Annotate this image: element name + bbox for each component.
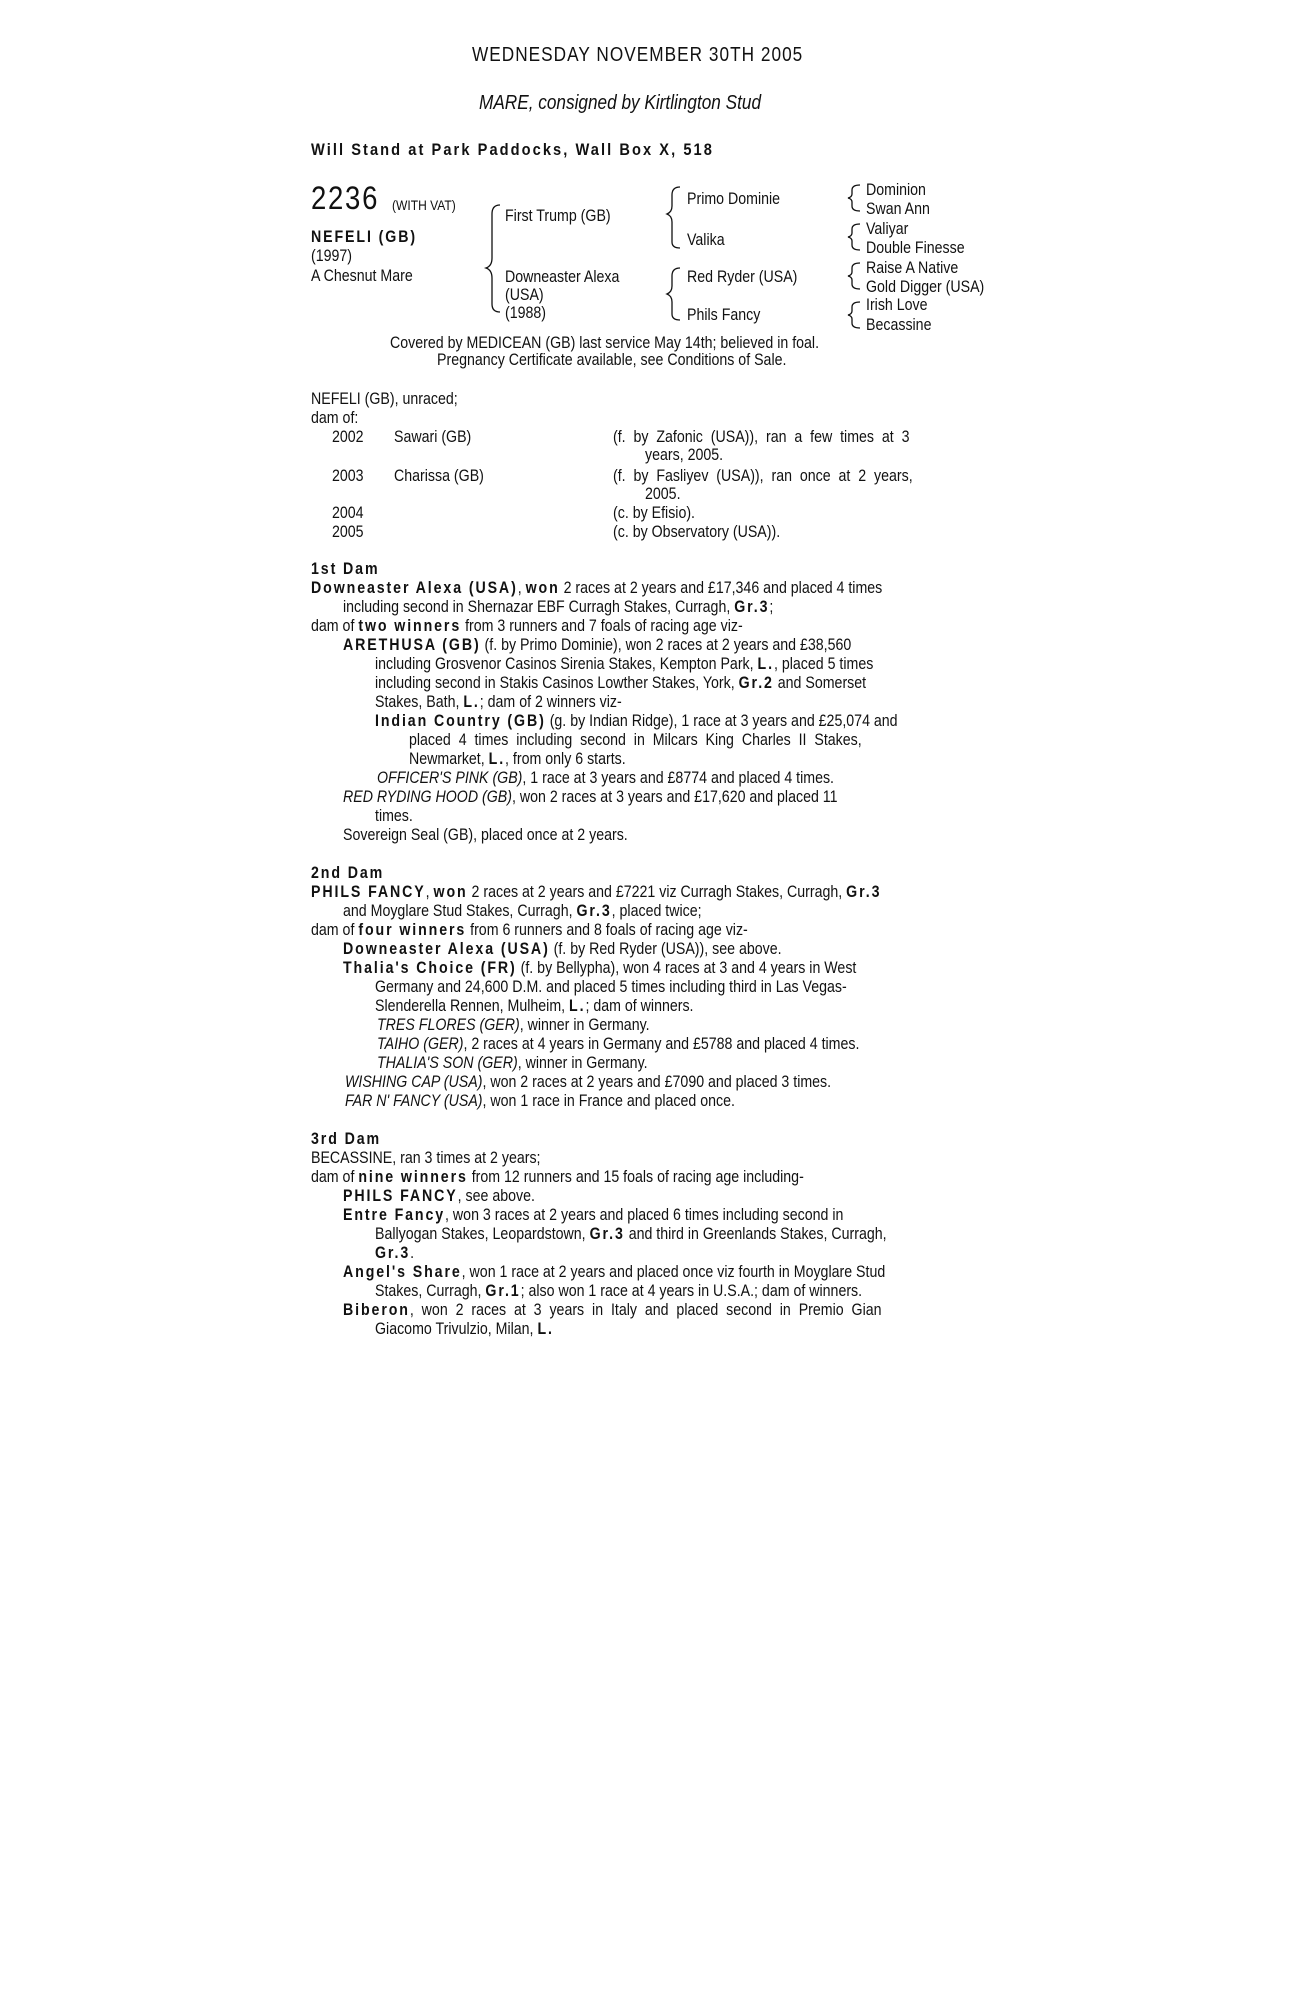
consignor-subtitle: MARE, consigned by Kirtlington Stud xyxy=(479,92,762,114)
thalias-choice-line1: Thalia's Choice (FR) (f. by Bellypha), won 4 races at 3 and 4 years in West xyxy=(343,959,857,977)
biberon-line2: Giacomo Trivulzio, Milan, L. xyxy=(375,1320,554,1338)
pedigree-dam-line2: (USA) xyxy=(505,286,544,304)
first-dam-line3: dam of two winners from 3 runners and 7 foals of racing age viz- xyxy=(311,617,743,635)
indian-country-line3: Newmarket, L., from only 6 starts. xyxy=(409,750,626,768)
indian-country-line1: Indian Country (GB) (g. by Indian Ridge), 1 race at 3 years and £25,074 and xyxy=(375,712,898,730)
pedigree-sdd: Double Finesse xyxy=(866,239,965,257)
third-dam-heading: 3rd Dam xyxy=(311,1130,382,1148)
vat-note: (WITH VAT) xyxy=(392,197,456,213)
bracket-main xyxy=(486,205,500,312)
produce-intro: NEFELI (GB), unraced; xyxy=(311,390,458,408)
pedigree-sire-dam: Valika xyxy=(687,231,725,249)
produce-note-cont: 2005. xyxy=(645,485,681,503)
officers-pink: OFFICER'S PINK (GB), 1 race at 3 years and £8774 and placed 4 times. xyxy=(377,769,835,787)
wishing-cap: WISHING CAP (USA), won 2 races at 2 years and £7090 and placed 3 times. xyxy=(345,1073,832,1091)
thalias-son: THALIA'S SON (GER), winner in Germany. xyxy=(377,1054,648,1072)
produce-note: (c. by Efisio). xyxy=(613,504,696,522)
horse-year: (1997) xyxy=(311,247,353,265)
horse-description: A Chesnut Mare xyxy=(311,267,413,285)
biberon-line1: Biberon, won 2 races at 3 years in Italy and placed second in Premio Gian xyxy=(343,1301,882,1319)
covered-line2: Pregnancy Certificate available, see Conditions of Sale. xyxy=(437,351,787,369)
pedigree-dam-line1: Downeaster Alexa xyxy=(505,268,620,286)
thalias-choice-line2: Germany and 24,600 D.M. and placed 5 times including third in Las Vegas- xyxy=(375,978,847,996)
arethusa-line1: ARETHUSA (GB) (f. by Primo Dominie), won 2 races at 2 years and £38,560 xyxy=(343,636,852,654)
first-dam-line2: including second in Shernazar EBF Curragh Stakes, Curragh, Gr.3; xyxy=(343,598,774,616)
arethusa-line2: including Grosvenor Casinos Sirenia Stakes, Kempton Park, L., placed 5 times xyxy=(375,655,874,673)
second-dam-line3: dam of four winners from 6 runners and 8 foals of racing age viz- xyxy=(311,921,748,939)
first-dam-heading: 1st Dam xyxy=(311,560,380,578)
pedigree-dsd: Gold Digger (USA) xyxy=(866,278,985,296)
entre-fancy-line3: Gr.3. xyxy=(375,1244,415,1262)
bracket-ds xyxy=(848,263,860,289)
pedigree-dam-line3: (1988) xyxy=(505,304,547,322)
produce-name: Charissa (GB) xyxy=(394,467,484,485)
phils-fancy-ref: PHILS FANCY, see above. xyxy=(343,1187,535,1205)
pedigree-sire-sire: Primo Dominie xyxy=(687,190,781,208)
pedigree-sire: First Trump (GB) xyxy=(505,207,611,225)
third-dam-line1: BECASSINE, ran 3 times at 2 years; xyxy=(311,1149,541,1167)
third-dam-line2: dam of nine winners from 12 runners and 15 foals of racing age including- xyxy=(311,1168,804,1186)
stand-location: Will Stand at Park Paddocks, Wall Box X, 518 xyxy=(311,140,714,159)
horse-name: NEFELI (GB) xyxy=(311,228,417,246)
pedigree-dds: Irish Love xyxy=(866,296,928,314)
lot-number: 2236 xyxy=(311,180,380,216)
produce-year: 2003 xyxy=(332,467,364,485)
entre-fancy-line2: Ballyogan Stakes, Leopardstown, Gr.3 and third in Greenlands Stakes, Curragh, xyxy=(375,1225,887,1243)
produce-year: 2004 xyxy=(332,504,364,522)
entre-fancy-line1: Entre Fancy, won 3 races at 2 years and placed 6 times including second in xyxy=(343,1206,844,1224)
produce-note: (f. by Fasliyev (USA)), ran once at 2 years, xyxy=(613,467,913,485)
pedigree-dam-sire: Red Ryder (USA) xyxy=(687,268,798,286)
pedigree-dss: Raise A Native xyxy=(866,259,959,277)
taiho: TAIHO (GER), 2 races at 4 years in Germany and £5788 and placed 4 times. xyxy=(377,1035,860,1053)
produce-year: 2005 xyxy=(332,523,364,541)
covered-line1: Covered by MEDICEAN (GB) last service May 14th; believed in foal. xyxy=(390,334,820,352)
produce-year: 2002 xyxy=(332,428,364,446)
second-dam-line1: PHILS FANCY, won 2 races at 2 years and £7221 viz Curragh Stakes, Curragh, Gr.3 xyxy=(311,883,882,901)
pedigree-ssd: Swan Ann xyxy=(866,200,930,218)
second-dam-line2: and Moyglare Stud Stakes, Curragh, Gr.3, placed twice; xyxy=(343,902,702,920)
first-dam-line1: Downeaster Alexa (USA), won 2 races at 2 years and £17,346 and placed 4 times xyxy=(311,579,883,597)
bracket-sire xyxy=(667,187,680,248)
thalias-choice-line3: Slenderella Rennen, Mulheim, L.; dam of winners. xyxy=(375,997,694,1015)
tres-flores: TRES FLORES (GER), winner in Germany. xyxy=(377,1016,650,1034)
bracket-sd xyxy=(848,224,860,250)
pedigree-ddd: Becassine xyxy=(866,316,932,334)
sale-date: WEDNESDAY NOVEMBER 30TH 2005 xyxy=(472,44,804,66)
red-ryding-hood-line2: times. xyxy=(375,807,413,825)
pedigree-brackets xyxy=(0,0,1290,360)
produce-note: (f. by Zafonic (USA)), ran a few times at 3 xyxy=(613,428,910,446)
arethusa-line4: Stakes, Bath, L.; dam of 2 winners viz- xyxy=(375,693,622,711)
pedigree-sss: Dominion xyxy=(866,181,926,199)
red-ryding-hood-line1: RED RYDING HOOD (GB), won 2 races at 3 years and £17,620 and placed 11 xyxy=(343,788,838,806)
produce-dam-of: dam of: xyxy=(311,409,359,427)
produce-note: (c. by Observatory (USA)). xyxy=(613,523,781,541)
downeaster-alexa-ref: Downeaster Alexa (USA) (f. by Red Ryder (USA)), see above. xyxy=(343,940,782,958)
pedigree-dam-dam: Phils Fancy xyxy=(687,306,761,324)
sovereign-seal: Sovereign Seal (GB), placed once at 2 years. xyxy=(343,826,628,844)
produce-note-cont: years, 2005. xyxy=(645,446,724,464)
indian-country-line2: placed 4 times including second in Milcars King Charles II Stakes, xyxy=(409,731,862,749)
bracket-dam xyxy=(667,268,680,320)
pedigree-sds: Valiyar xyxy=(866,220,909,238)
produce-name: Sawari (GB) xyxy=(394,428,472,446)
far-n-fancy: FAR N' FANCY (USA), won 1 race in France and placed once. xyxy=(345,1092,735,1110)
arethusa-line3: including second in Stakis Casinos Lowther Stakes, York, Gr.2 and Somerset xyxy=(375,674,867,692)
bracket-ss xyxy=(848,185,860,211)
angels-share-line1: Angel's Share, won 1 race at 2 years and placed once viz fourth in Moyglare Stud xyxy=(343,1263,886,1281)
bracket-dd xyxy=(848,302,860,328)
second-dam-heading: 2nd Dam xyxy=(311,864,385,882)
angels-share-line2: Stakes, Curragh, Gr.1; also won 1 race at 4 years in U.S.A.; dam of winners. xyxy=(375,1282,863,1300)
